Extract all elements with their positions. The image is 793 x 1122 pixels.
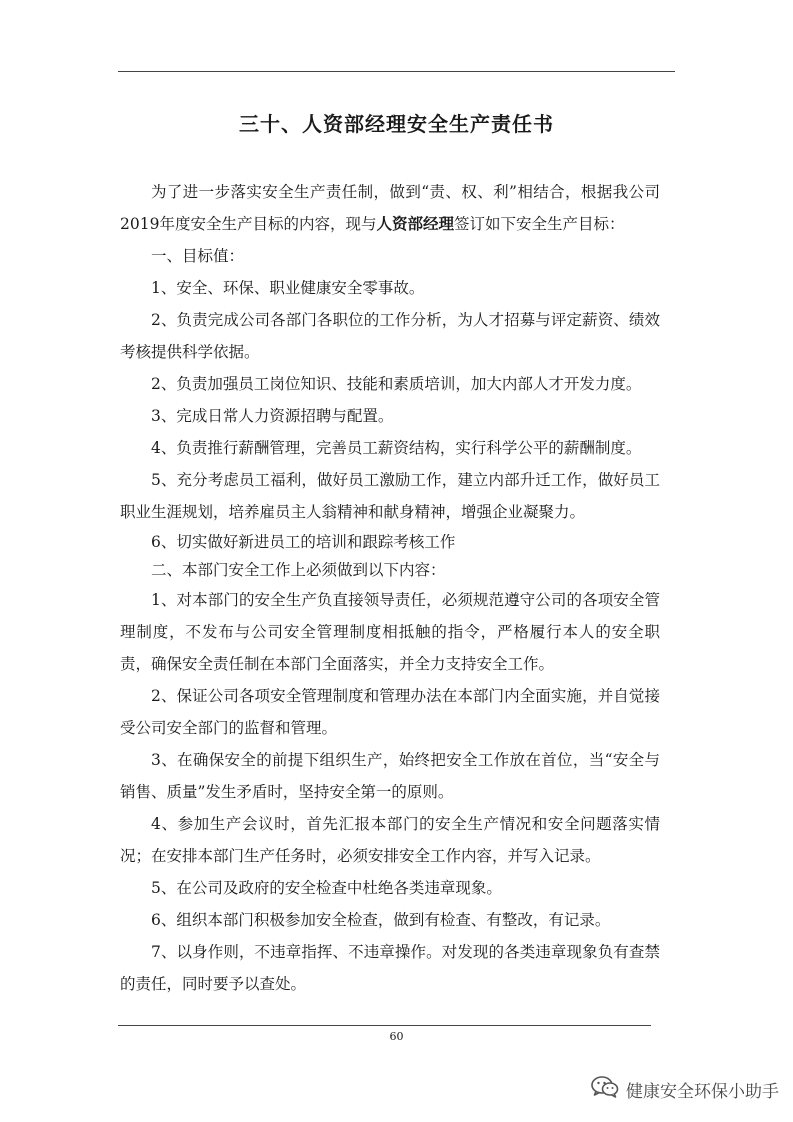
section1-item: 5、充分考虑员工福利，做好员工激励工作，建立内部升迁工作，做好员工职业生涯规划，培养雇员主人翁精神和献身精神，增强企业凝聚力。: [120, 471, 660, 521]
section1-item: 6、切实做好新进员工的培训和跟踪考核工作: [151, 533, 456, 551]
footer-rule: [118, 1025, 651, 1026]
section1-item: 2、负责完成公司各部门各职位的工作分析，为人才招募与评定薪资、绩效考核提供科学依据。: [120, 311, 660, 361]
section2-item: 3、在确保安全的前提下组织生产，始终把安全工作放在首位，当“安全与销售、质量”发生矛盾时，坚持安全第一的原则。: [120, 751, 660, 801]
section1-item: 1、安全、环保、职业健康安全零事故。: [151, 279, 425, 297]
document-title: 三十、人资部经理安全生产责任书: [239, 112, 554, 136]
intro-bold-role: 人资部经理: [376, 215, 454, 233]
wechat-watermark: [590, 1074, 779, 1105]
page-number: 60: [389, 1030, 404, 1043]
section1-item: 2、负责加强员工岗位知识、技能和素质培训，加大内部人才开发力度。: [151, 375, 642, 393]
watermark-text: 健康安全环保小助手: [626, 1082, 779, 1102]
section2-item: 6、组织本部门积极参加安全检查，做到有检查、有整改，有记录。: [151, 911, 611, 929]
section2-item: 5、在公司及政府的安全检查中杜绝各类违章现象。: [151, 879, 502, 897]
intro-text-2: 签订如下安全生产目标：: [453, 215, 625, 233]
section2-item: 7、以身作则，不违章指挥、不违章操作。对发现的各类违章现象负有查禁的责任，同时要予以查处。: [120, 943, 660, 993]
wechat-icon: [590, 1074, 620, 1105]
section2-item: 1、对本部门的安全生产负直接领导责任，必须规范遵守公司的各项安全管理制度，不发布与公司安全管理制度相抵触的指令，严格履行本人的安全职责，确保安全责任制在本部门全面落实，并全力支持安全工作。: [120, 591, 660, 673]
section2-heading: 二、本部门安全工作上必须做到以下内容：: [151, 561, 446, 579]
intro-text-1: 为了进一步落实安全生产责任制，做到“责、权、利”相结合，根据我公司2019年度安全生产目标的内容，现与: [120, 183, 660, 233]
section2-item: 2、保证公司各项安全管理制度和管理办法在本部门内全面实施，并自觉接受公司安全部门的监督和管理。: [120, 687, 660, 737]
header-rule: [118, 71, 675, 72]
document-body: [120, 176, 660, 1000]
section2-item: 4、参加生产会议时，首先汇报本部门的安全生产情况和安全问题落实情况；在安排本部门生产任务时，必须安排安全工作内容，并写入记录。: [120, 815, 660, 865]
section1-item: 4、负责推行薪酬管理，完善员工薪资结构，实行科学公平的薪酬制度。: [151, 439, 642, 457]
section1-item: 3、完成日常人力资源招聘与配置。: [151, 407, 394, 425]
section1-heading: 一、目标值：: [151, 247, 245, 265]
intro-paragraph: [120, 176, 660, 240]
